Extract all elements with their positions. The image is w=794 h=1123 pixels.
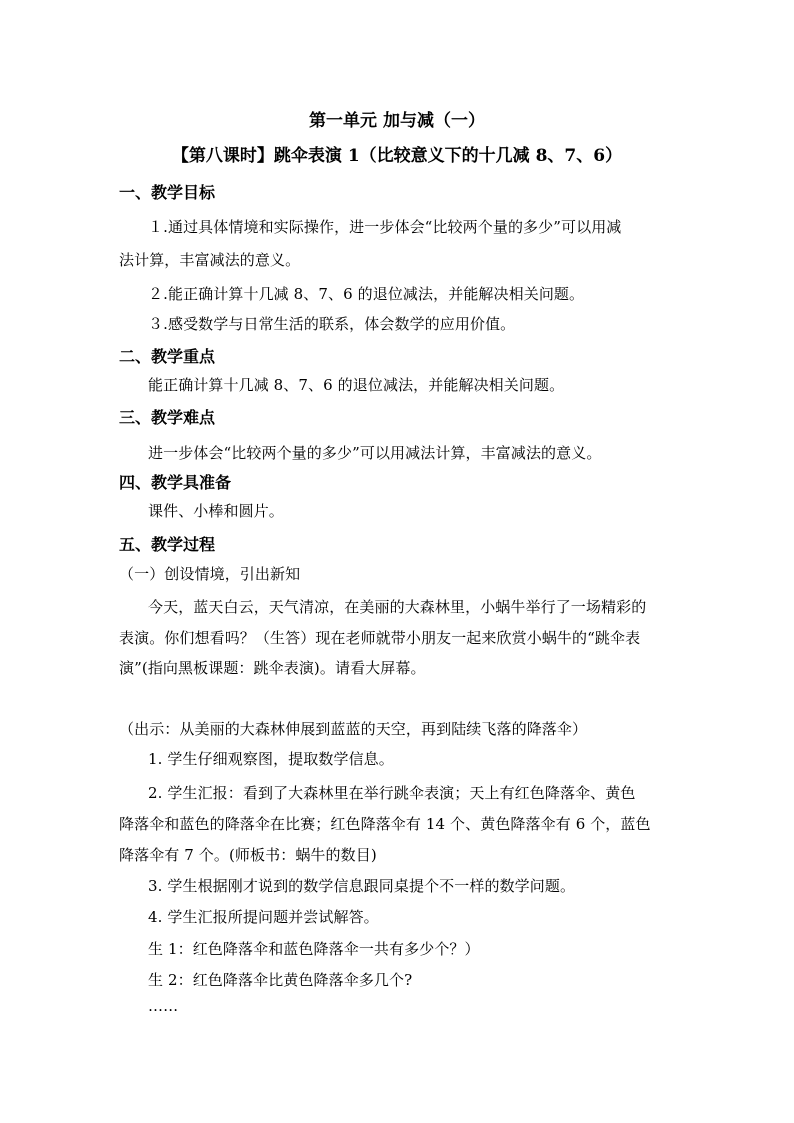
lesson-title: 【第八课时】跳伞表演 1（比较意义下的十几减 8、7、6） [171, 146, 623, 166]
ellipsis: …… [148, 997, 179, 1015]
goal-item-3: ３.感受数学与日常生活的联系，体会数学的应用价值。 [148, 315, 516, 333]
goal-item-1-line-2: 法计算，丰富减法的意义。 [119, 251, 301, 269]
section-heading-goals: 一、教学目标 [119, 183, 216, 202]
step-4: 4. 学生汇报所提问题并尝试解答。 [148, 908, 379, 926]
section-heading-key-points: 二、教学重点 [119, 347, 216, 366]
show-note: （出示：从美丽的大森林伸展到蓝蓝的天空，再到陆续飞落的降落伞） [119, 720, 588, 738]
intro-line-2: 表演。你们想看吗？（生答）现在老师就带小朋友一起来欣赏小蜗牛的“跳伞表 [119, 629, 641, 647]
section-heading-process: 五、教学过程 [119, 535, 216, 554]
process-subheading: （一）创设情境，引出新知 [119, 565, 301, 583]
intro-line-1: 今天，蓝天白云，天气清凉，在美丽的大森林里，小蜗牛举行了一场精彩的 [148, 598, 647, 616]
step-1: 1. 学生仔细观察图，提取数学信息。 [148, 750, 394, 768]
step-2-line-1: 2. 学生汇报：看到了大森林里在举行跳伞表演；天上有红色降落伞、黄色 [148, 784, 636, 802]
goal-item-1-line-1: １.通过具体情境和实际操作，进一步体会“比较两个量的多少”可以用减 [148, 218, 622, 236]
intro-line-3: 演”(指向黑板课题：跳伞表演)。请看大屏幕。 [119, 659, 426, 677]
section-heading-materials: 四、教学具准备 [119, 473, 232, 492]
unit-title: 第一单元 加与减（一） [309, 111, 485, 131]
materials-text: 课件、小棒和圆片。 [148, 502, 284, 520]
difficulties-text: 进一步体会“比较两个量的多少”可以用减法计算，丰富减法的意义。 [148, 444, 602, 462]
step-2-line-2: 降落伞和蓝色的降落伞在比赛；红色降落伞有 14 个、黄色降落伞有 6 个，蓝色 [119, 815, 651, 833]
student-1-question: 生 1：红色降落伞和蓝色降落伞一共有多少个？） [148, 940, 480, 958]
section-heading-difficulties: 三、教学难点 [119, 408, 216, 427]
student-2-question: 生 2：红色降落伞比黄色降落伞多几个? [148, 971, 413, 989]
step-2-line-3: 降落伞有 7 个。(师板书：蜗牛的数目) [119, 846, 377, 864]
step-3: 3. 学生根据刚才说到的数学信息跟同桌提个不一样的数学问题。 [148, 877, 576, 895]
goal-item-2: ２.能正确计算十几减 8、7、6 的退位减法，并能解决相关问题。 [148, 285, 585, 303]
key-points-text: 能正确计算十几减 8、7、6 的退位减法，并能解决相关问题。 [148, 376, 565, 394]
